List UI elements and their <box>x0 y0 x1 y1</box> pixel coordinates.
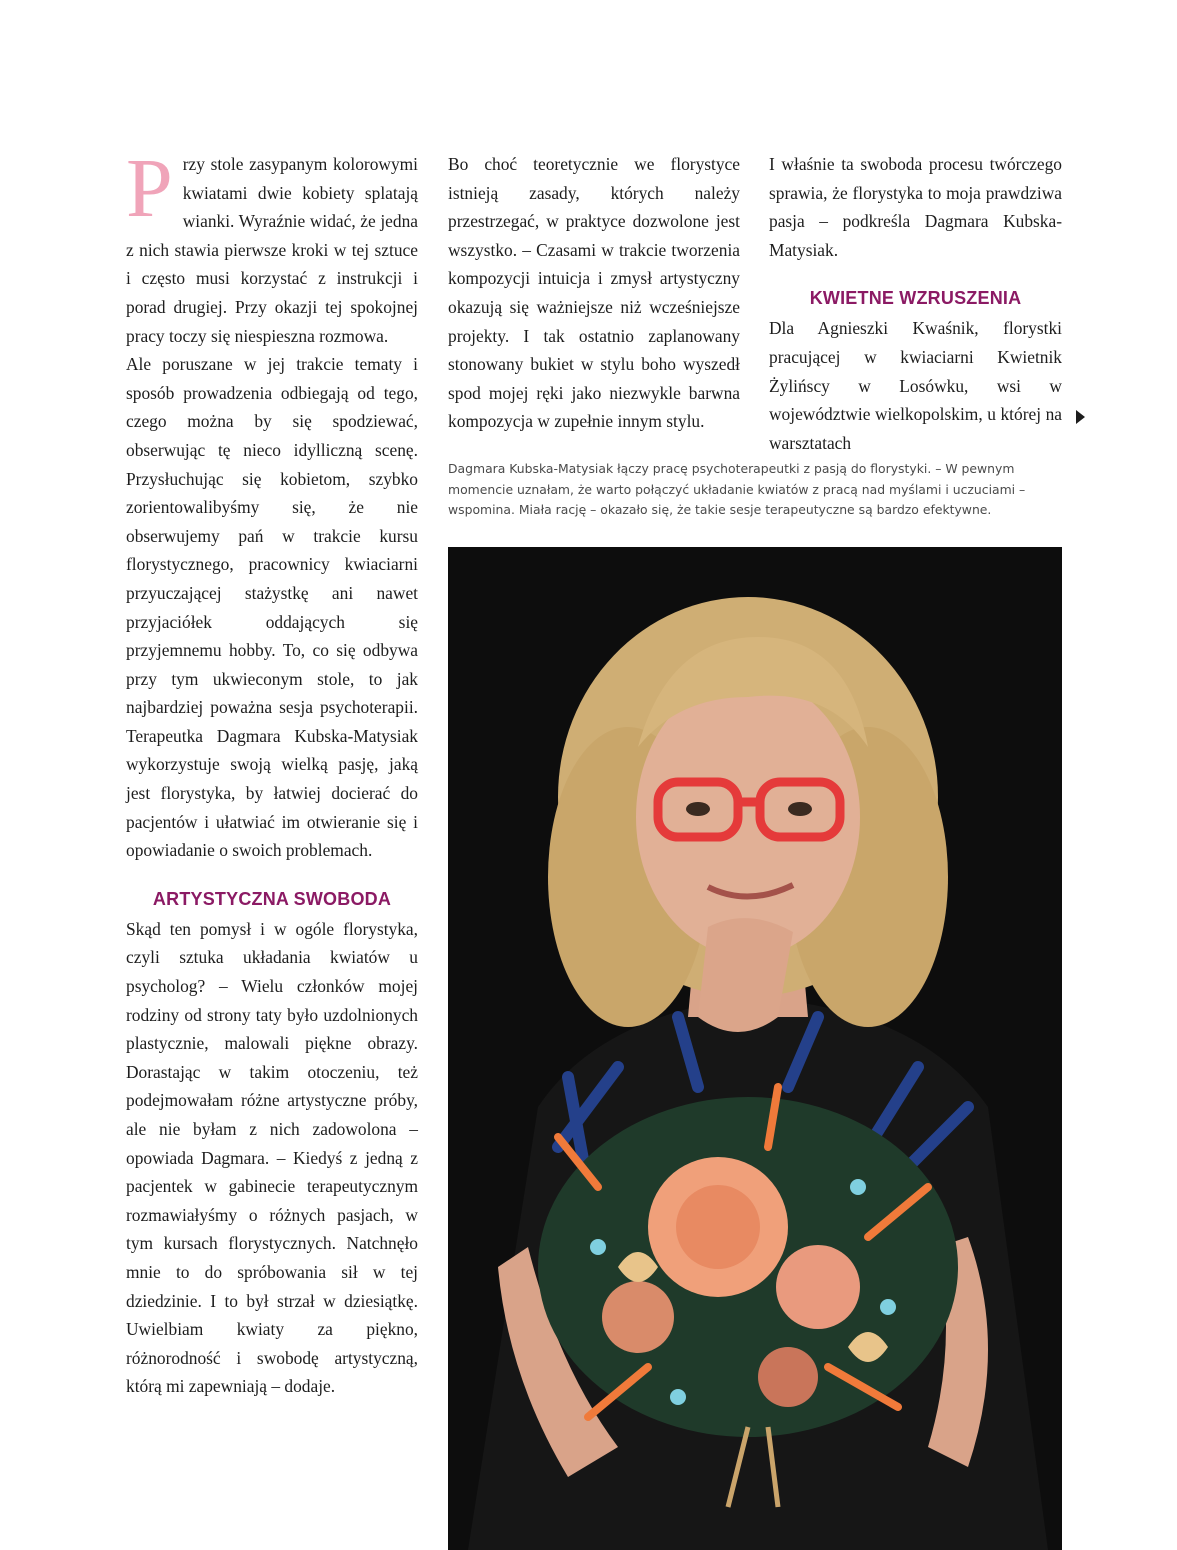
portrait-illustration <box>448 547 1062 1550</box>
paragraph: Skąd ten pomysł i w ogóle florystyka, czyli sztuka układania kwiatów u psycholog? – Wielu członków mojej rodziny od strony taty było uzdolnionych plastycznie, malowali piękne obrazy. Dorastając w takim otoczeniu, też podejmowałam różne artystyczne próby, ale nie byłam z nich zadowolona – opowiada Dagmara. – Kiedyś z jedną z pacjentek w gabinecie terapeutycznym rozmawiałyśmy o różnych pasjach, w tym kursach florystycznych. Natchnęło mnie to do spróbowania sił w tej dziedzinie. I to był strzał w dziesiątkę. Uwielbiam kwiaty za piękno, różnorodność i swobodę artystyczną, którą mi zapewniają – dodaje. <box>126 918 418 1397</box>
article-column-3 <box>769 150 1062 457</box>
photo-caption: Dagmara Kubska-Matysiak łączy pracę psychoterapeutki z pasją do florystyki. – W pewnym momencie uznałam, że warto połączyć układanie kwiatów z pracą nad myślami i uczuciami – wspomina. Miała rację – okazało się, że takie sesje terapeutyczne są bardzo efektywne. <box>448 461 1026 517</box>
triangle-right-icon <box>1076 410 1085 424</box>
paragraph-text: rzy stole zasypanym kolorowymi kwiatami dwie kobiety splatają wianki. Wyraźnie widać, że jedna z nich stawia pierwsze kroki w tej sztuce i często musi korzystać z instrukcji i porad drugiej. Przy okazji tej spokojnej pracy toczy się niespieszna rozmowa. <box>126 154 418 346</box>
paragraph: Ale poruszane w jej trakcie tematy i sposób prowadzenia odbiegają od tego, czego można by się spodziewać, obserwując tę nieco idylliczną scenę. Przysłuchując się kobietom, szybko zorientowalibyśmy się, że nie obserwujemy pań w trakcie kursu florystycznego, pracownicy kwiaciarni przyuczającej stażystkę ani nawet przyjaciółek oddających się przyjemnemu hobby. To, co się odbywa przy tym ukwieconym stole, to jak najbardziej poważna sesja psychoterapii. Terapeutka Dagmara Kubska-Matysiak wykorzystuje swoją wielką pasję, jaką jest florystyka, by łatwiej docierać do pacjentów i ułatwiać im otwieranie się i opowiadanie o swoich problemach. <box>126 354 418 861</box>
article-column-1 <box>126 142 418 1401</box>
portrait-photo <box>448 547 1062 1550</box>
paragraph <box>126 142 418 350</box>
section-heading: ARTYSTYCZNA SWOBODA <box>152 888 392 909</box>
section-heading: KWIETNE WZRUSZENIA <box>809 288 1022 309</box>
article-column-2 <box>448 150 740 436</box>
paragraph: I właśnie ta swoboda procesu twórczego sprawia, że florystyka to moja prawdziwa pasja – podkreśla Dagmara Kubska-Matysiak. <box>769 154 1062 260</box>
paragraph: Bo choć teoretycznie we florystyce istnieją zasady, których należy przestrzegać, w praktyce dozwolone jest wszystko. – Czasami w trakcie tworzenia kompozycji intuicja i zmysł artystyczny okazują się ważniejsze niż wcześniejsze projekty. I tak ostatnio zaplanowany stonowany bukiet w stylu boho wyszedł spod mojej ręki jako niezwykle barwna kompozycja w zupełnie innym stylu. <box>448 154 740 432</box>
paragraph: Dla Agnieszki Kwaśnik, florystki pracującej w kwiaciarni Kwietnik Żylińscy w Losówku, wsi w województwie wielkopolskim, u której na warsztatach <box>769 318 1062 453</box>
drop-cap: P <box>126 142 173 235</box>
